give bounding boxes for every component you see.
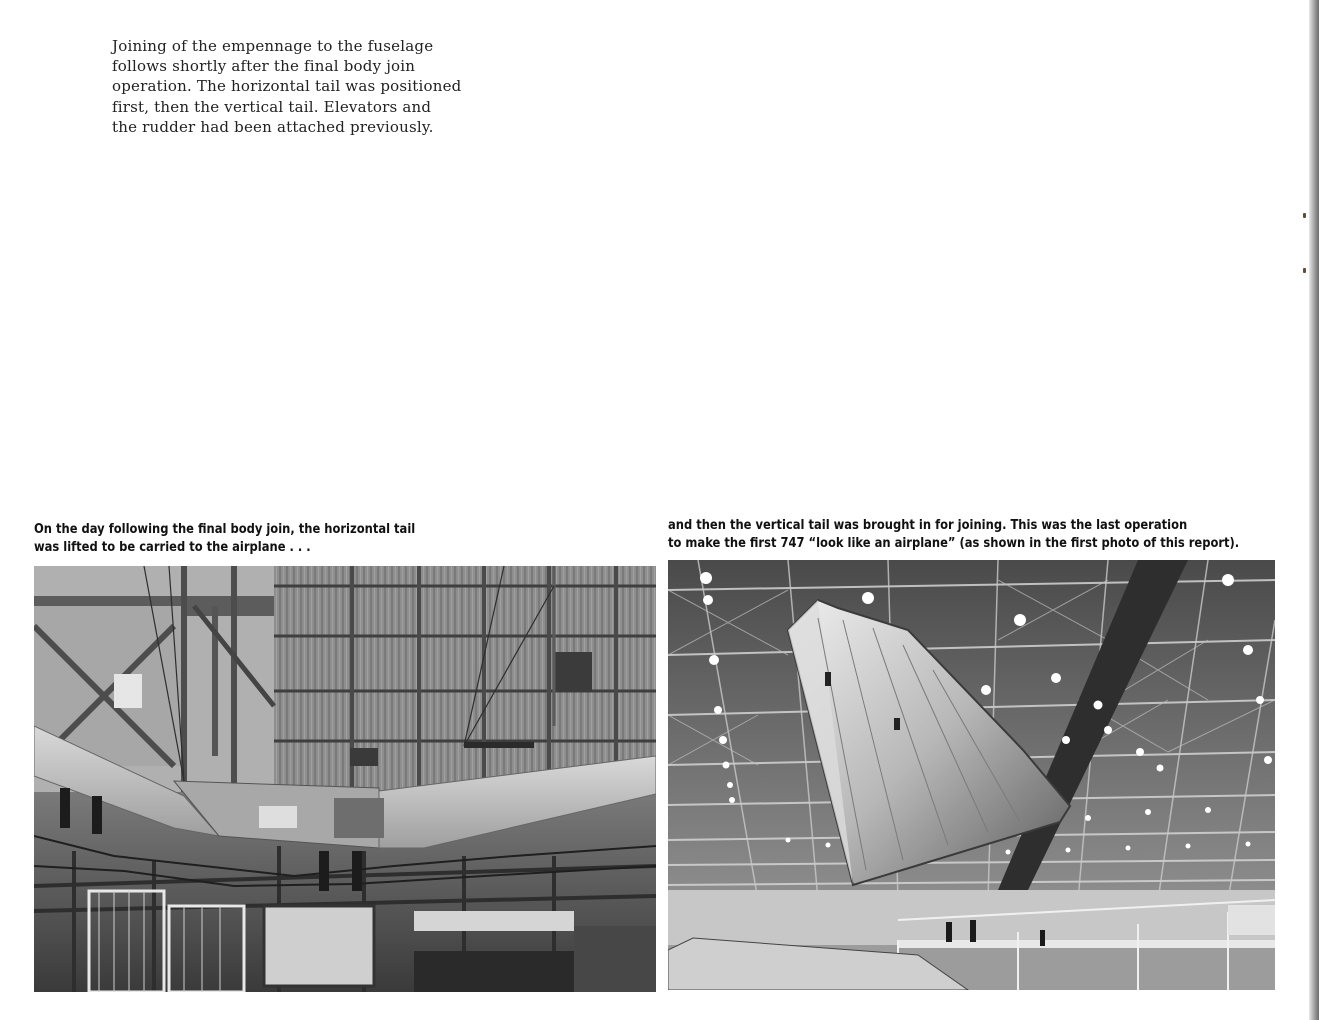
intro-paragraph <box>112 36 512 137</box>
page-binding-edge <box>1309 0 1319 1020</box>
intro-line: Joining of the empennage to the fuselage <box>112 37 434 55</box>
intro-line: first, then the vertical tail. Elevators and <box>112 97 432 116</box>
intro-line: follows shortly after the final body join <box>112 57 416 76</box>
left-photo-caption <box>34 521 415 556</box>
caption-line: and then the vertical tail was brought in for joining. This was the last operation <box>668 518 1188 533</box>
caption-line: was lifted to be carried to the airplane . . . <box>34 539 311 555</box>
edge-mark <box>1303 213 1306 218</box>
right-photo-caption <box>668 517 1239 552</box>
intro-line: the rudder had been attached previously. <box>112 117 434 136</box>
intro-line: operation. The horizontal tail was positioned <box>112 77 462 96</box>
horizontal-tail-photo <box>34 566 656 992</box>
caption-line: On the day following the final body join, the horizontal tail <box>34 522 416 537</box>
caption-line: to make the first 747 “look like an airplane” (as shown in the first photo of this report). <box>668 535 1240 551</box>
edge-mark <box>1303 268 1306 273</box>
vertical-tail-photo <box>668 560 1275 990</box>
